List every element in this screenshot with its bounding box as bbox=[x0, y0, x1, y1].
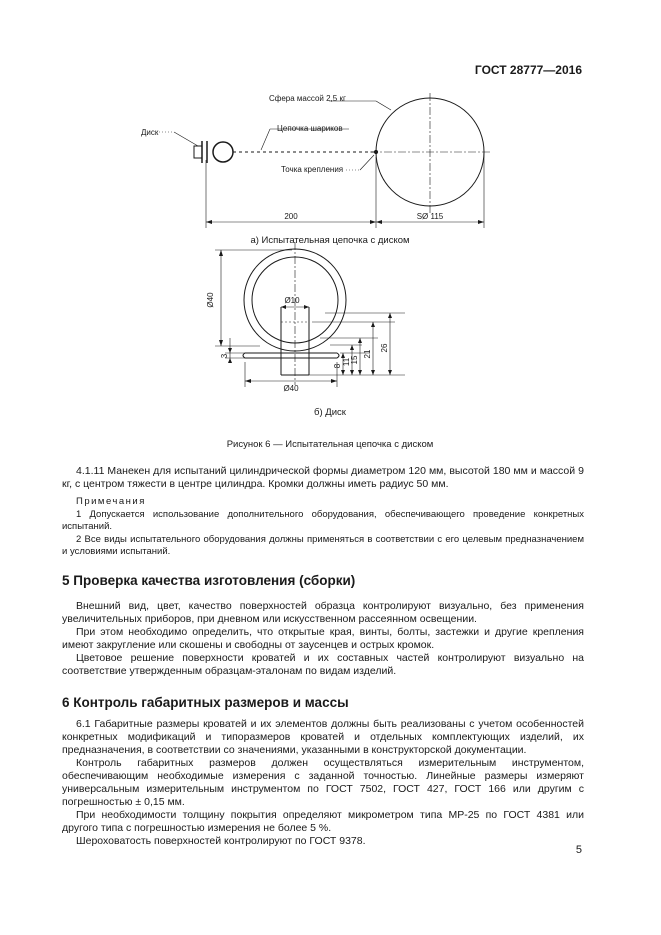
dim-base-diameter: Ø40 bbox=[283, 384, 299, 393]
section-6-body: 6.1 Габаритные размеры кроватей и их элементов должны быть реализованы с учетом особенностей конкретных модификаций и типоразмеров кроватей и отдельных комплектующих изделий, их предназначения, в соответствии со значениями, указанными в конструкторской документации. Контроль габаритных размеров должен осуществляться измерительным инструментом, обеспечивающим необходимые измерения с заданной точностью. Линейные размеры измеряют универсальным измерительным инструментом по ГОСТ 7502, ГОСТ 427, ГОСТ 166 или другим с погрешностью ± 0,15 мм. При необходимости толщину покрытия определяют микрометром типа МР-25 по ГОСТ 4381 или другого типа с погрешностью измерения не более 5 %. Шероховатость поверхностей контролируют по ГОСТ 9378. bbox=[62, 718, 584, 847]
label-attach-point: Точка крепления bbox=[281, 165, 344, 174]
label-disk: Диск bbox=[141, 128, 159, 137]
figure-title: Рисунок 6 — Испытательная цепочка с диском bbox=[226, 439, 434, 450]
disk-ring bbox=[213, 142, 233, 162]
dim-length: 200 bbox=[284, 212, 298, 221]
dim-outer-diameter: Ø40 bbox=[206, 292, 215, 308]
dim-26: 26 bbox=[380, 343, 389, 353]
section-5-title: 5 Проверка качества изготовления (сборки) bbox=[62, 573, 356, 588]
dim-11: 11 bbox=[342, 357, 351, 367]
note-1: 1 Допускается использование дополнительного оборудования, обеспечивающего проведение конкретных испытаний. bbox=[62, 508, 584, 532]
paragraph-4-1-11: 4.1.11 Манекен для испытаний цилиндрической формы диаметром 120 мм, высотой 180 мм и массой 9 кг, с центром тяжести в центре цилиндра. Кромки должны иметь радиус 50 мм. bbox=[62, 465, 584, 490]
section-5-body: Внешний вид, цвет, качество поверхностей образца контролируют визуально, без применения увеличительных приборов, при дневном или искусственном рассеянном освещении. При этом необходимо определить, что открытые края, винты, болты, застежки и другие крепления имеют закругление или скошены и свободны от заусенцев и острых кромок. Цветовое решение поверхности кроватей и их составных частей контролируют визуально на соответствие утвержденным образцам-эталонам по видам изделий. bbox=[62, 600, 584, 677]
caption-figure-a: а) Испытательная цепочка с диском bbox=[250, 235, 410, 246]
dim-3: 3 bbox=[220, 353, 229, 359]
caption-figure-b: б) Диск bbox=[314, 407, 346, 418]
section-6-title: 6 Контроль габаритных размеров и массы bbox=[62, 695, 349, 710]
figure-a bbox=[159, 93, 490, 228]
figure-6-drawing bbox=[0, 0, 661, 440]
disk-base-plate bbox=[243, 353, 339, 358]
page-number: 5 bbox=[575, 844, 582, 856]
dim-15: 15 bbox=[350, 355, 359, 365]
dim-21: 21 bbox=[363, 349, 372, 359]
notes-heading: Примечания bbox=[76, 496, 146, 507]
label-chain: Цепочка шариков bbox=[277, 124, 343, 133]
disk-shape bbox=[194, 146, 202, 158]
notes-block bbox=[62, 496, 584, 559]
dim-8: 8 bbox=[333, 363, 342, 369]
note-2: 2 Все виды испытательного оборудования должны применяться в соответствии с его целевым предназначением и условиями испытаний. bbox=[62, 533, 584, 557]
dim-sphere: SØ 115 bbox=[416, 212, 444, 221]
label-sphere: Сфера массой 2,5 кг bbox=[269, 94, 346, 103]
dim-hole-diameter: Ø10 bbox=[284, 296, 300, 305]
standard-header: ГОСТ 28777—2016 bbox=[474, 63, 582, 77]
figure-b bbox=[215, 242, 405, 387]
